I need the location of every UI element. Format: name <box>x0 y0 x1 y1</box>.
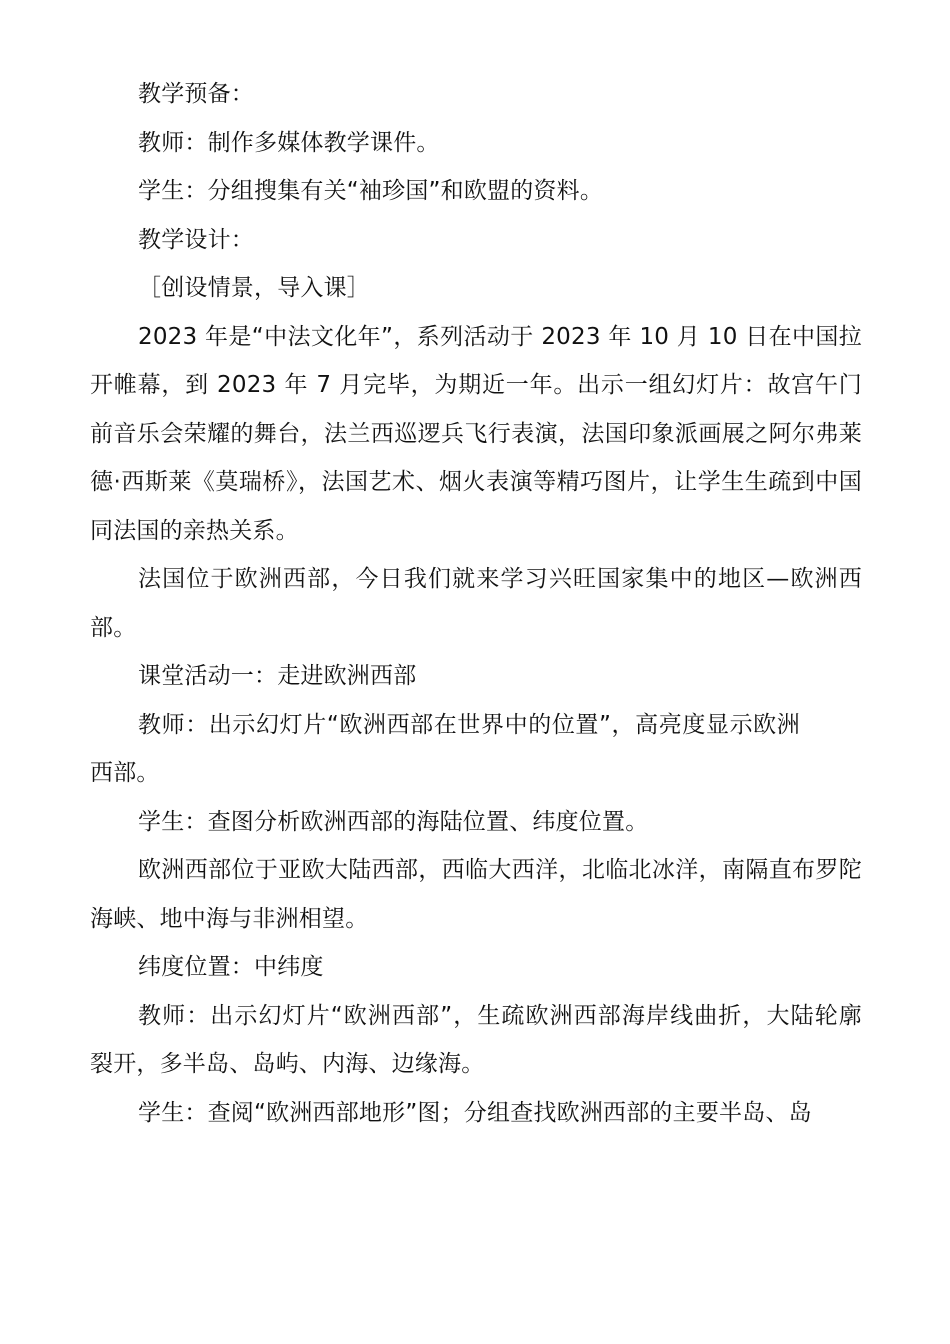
paragraph-intro-heading: ［创设情景，导入课］ <box>138 275 370 301</box>
document-body <box>90 70 862 1137</box>
paragraph-teacher-preparation: 教师：制作多媒体教学课件。 <box>138 129 440 156</box>
paragraph-activity-one-heading: 课堂活动一：走进欧洲西部 <box>138 663 417 689</box>
paragraph-latitude-position: 纬度位置：中纬度 <box>138 954 324 980</box>
paragraph-france-location: 法国位于欧洲西部，今日我们就来学习兴旺国家集中的地区—欧洲西部。 <box>90 566 862 641</box>
paragraph-teacher-slide-position: 教师：出示幻灯片“欧洲西部在世界中的位置”，高亮度显示欧洲西部。 <box>90 711 800 786</box>
paragraph-design-heading: 教学设计： <box>138 226 254 253</box>
paragraph-student-preparation: 学生：分组搜集有关“袖珍国”和欧盟的资料。 <box>138 178 604 204</box>
paragraph-preparation-heading: 教学预备： <box>138 81 254 107</box>
paragraph-teacher-slide-coastline: 教师：出示幻灯片“欧洲西部”，生疏欧洲西部海岸线曲折，大陆轮廓 裂开，多半岛、岛屿、内海、边缘海。 <box>90 1002 862 1077</box>
paragraph-student-terrain-map: 学生：查阅“欧洲西部地形”图；分组查找欧洲西部的主要半岛、岛 <box>138 1099 812 1126</box>
paragraph-western-europe-position: 欧洲西部位于亚欧大陆西部，西临大西洋，北临北冰洋，南隔直布罗陀海峡、地中海与非洲相望。 <box>90 857 862 932</box>
paragraph-culture-year: 2023 年是“中法文化年”，系列活动于 2023 年 10 月 10 日在中国拉开帷幕，到 2023 年 7 月完毕，为期近一年。出示一组幻灯片：故宫午门前音乐会荣耀的舞台，法兰西巡逻兵飞行表演，法国印象派画展之阿尔弗莱德·西斯莱《莫瑞桥》，法国艺术、烟火表演等精巧图片，让学生生疏到中国同法国的亲热关系。 <box>90 323 862 544</box>
paragraph-student-map-analysis: 学生：查图分析欧洲西部的海陆位置、纬度位置。 <box>138 808 649 835</box>
